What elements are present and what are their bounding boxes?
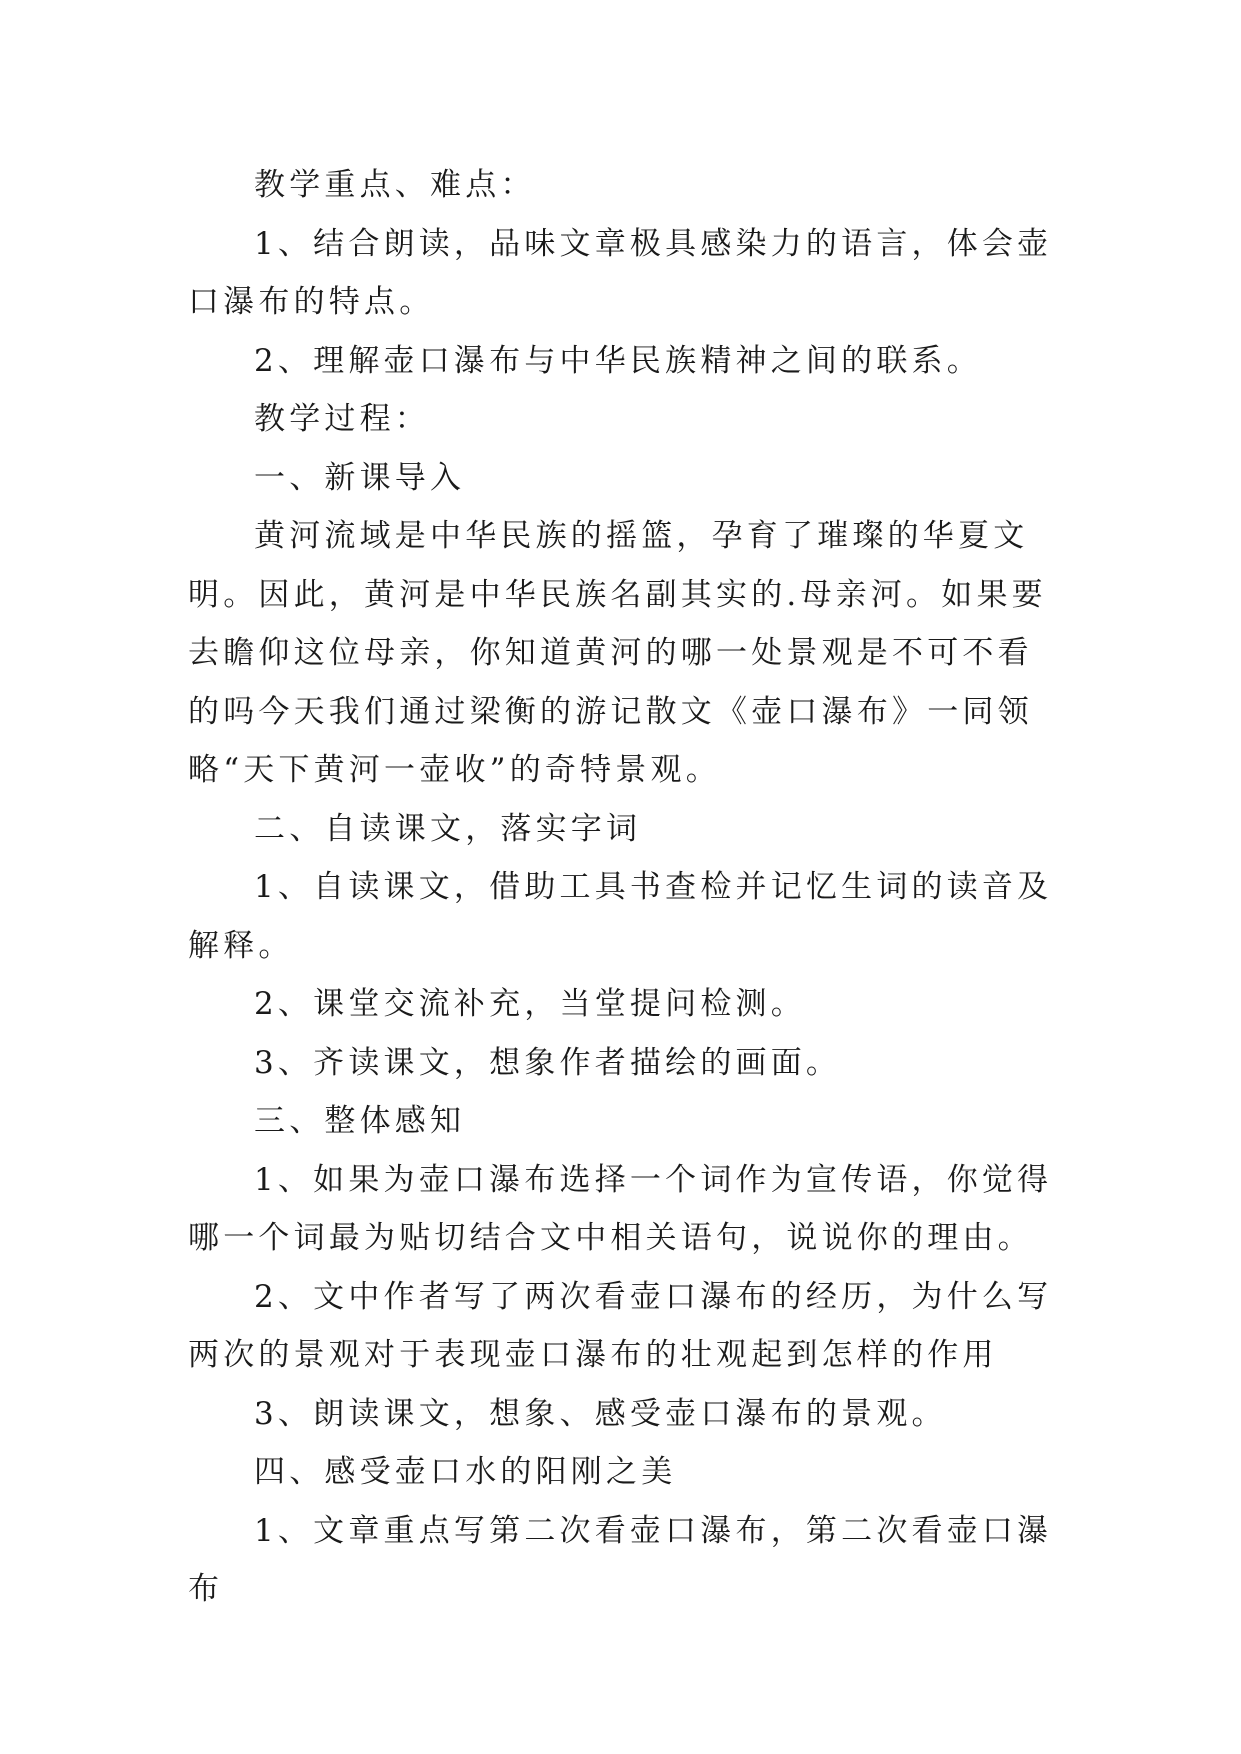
key-point-2: 2、理解壶口瀑布与中华民族精神之间的联系。 (254, 342, 982, 379)
heading-key-points: 教学重点、难点： (254, 167, 536, 203)
section-3-item-3: 3、朗读课文，想象、感受壶口瀑布的景观。 (254, 1395, 947, 1432)
section-2-title: 二、自读课文，落实字词 (254, 810, 642, 847)
section-2-item-2: 2、课堂交流补充，当堂提问检测。 (254, 986, 806, 1022)
section-3-item-2: 2、文中作者写了两次看壶口瀑布的经历，为什么写两次的景观对于表现壶口瀑布的壮观起到怎样的作用 (188, 1278, 1053, 1373)
intro-paragraph: 黄河流域是中华民族的摇篮，孕育了璀璨的华夏文明。因此，黄河是中华民族名副其实的.母亲河。如果要去瞻仰这位母亲，你知道黄河的哪一处景观是不可不看的吗今天我们通过梁衡的游记散文《壶口瀑布》一同领略“天下黄河一壶收”的奇特景观。 (188, 518, 1047, 788)
document-body (188, 156, 1058, 1619)
section-3-title: 三、整体感知 (254, 1103, 466, 1139)
section-2-item-1: 1、自读课文，借助工具书查检并记忆生词的读音及解释。 (188, 869, 1053, 964)
section-2-item-3: 3、齐读课文，想象作者描绘的画面。 (254, 1044, 842, 1081)
key-point-1: 1、结合朗读，品味文章极具感染力的语言，体会壶口瀑布的特点。 (188, 225, 1053, 320)
section-4-item-1: 1、文章重点写第二次看壶口瀑布，第二次看壶口瀑布 (188, 1512, 1053, 1607)
section-4-title: 四、感受壶口水的阳刚之美 (254, 1454, 677, 1490)
heading-teaching-process: 教学过程： (254, 401, 430, 437)
section-3-item-1: 1、如果为壶口瀑布选择一个词作为宣传语，你觉得哪一个词最为贴切结合文中相关语句，说说你的理由。 (188, 1161, 1053, 1256)
section-1-title: 一、新课导入 (254, 459, 466, 496)
